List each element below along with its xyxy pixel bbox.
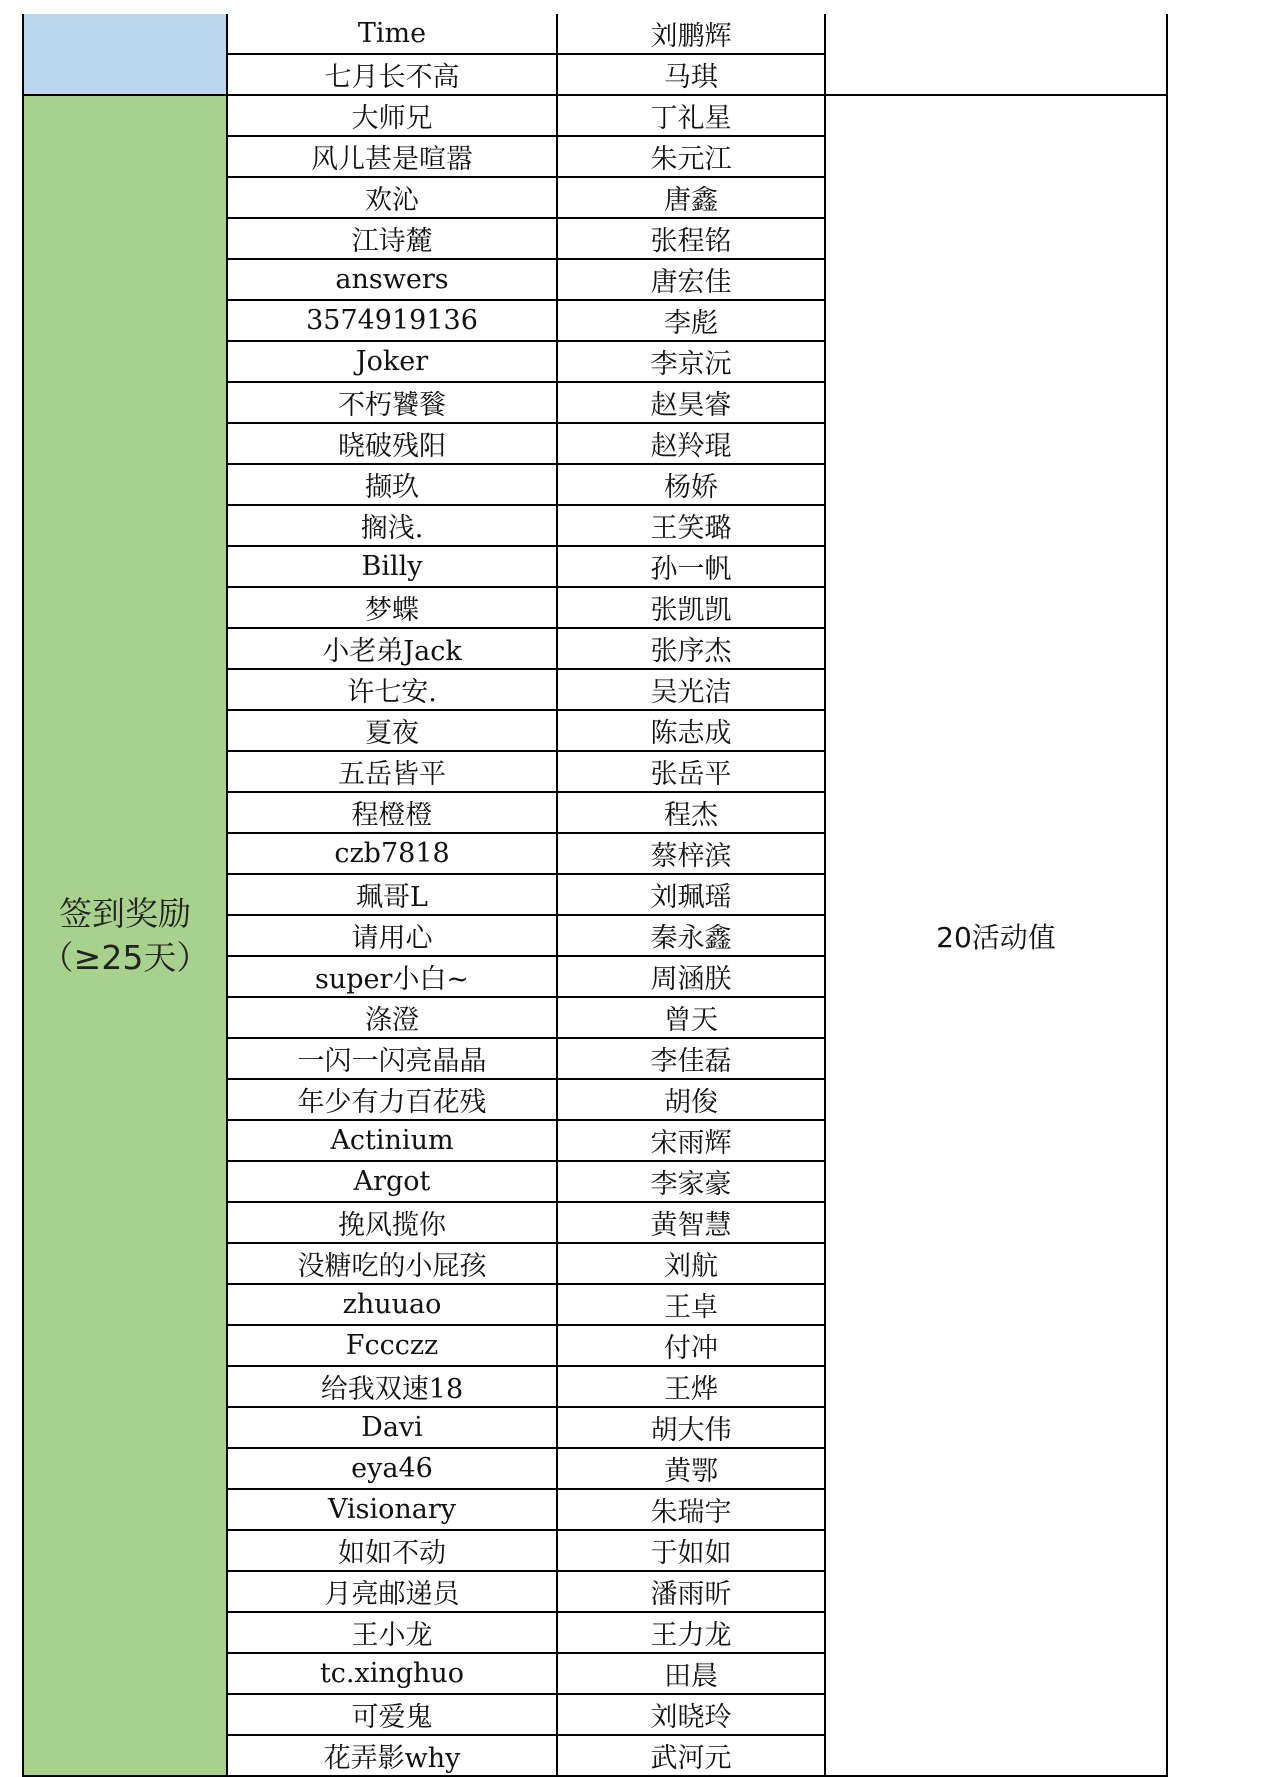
nickname-cell: 请用心 <box>227 915 557 956</box>
name-cell: 黄智慧 <box>557 1202 825 1243</box>
name-cell: 曾天 <box>557 997 825 1038</box>
name-cell: 张凯凯 <box>557 587 825 628</box>
nickname-cell: 没糖吃的小屁孩 <box>227 1243 557 1284</box>
nickname-cell: czb7818 <box>227 833 557 874</box>
reward-table-body <box>23 14 1167 1776</box>
name-cell: 张岳平 <box>557 751 825 792</box>
name-cell: 李京沅 <box>557 341 825 382</box>
nickname-cell: 大师兄 <box>227 95 557 136</box>
name-cell: 田晨 <box>557 1653 825 1694</box>
category-cell <box>23 95 227 1776</box>
name-cell: 潘雨昕 <box>557 1571 825 1612</box>
category-condition: （≥25天） <box>40 937 210 977</box>
name-cell: 赵昊睿 <box>557 382 825 423</box>
name-cell: 刘航 <box>557 1243 825 1284</box>
nickname-cell: 欢沁 <box>227 177 557 218</box>
name-cell: 宋雨辉 <box>557 1120 825 1161</box>
nickname-cell: 江诗麓 <box>227 218 557 259</box>
nickname-cell: Fccczz <box>227 1325 557 1366</box>
reward-table <box>22 14 1168 1777</box>
nickname-cell: 一闪一闪亮晶晶 <box>227 1038 557 1079</box>
nickname-cell: 可爱鬼 <box>227 1694 557 1735</box>
name-cell: 程杰 <box>557 792 825 833</box>
name-cell: 张序杰 <box>557 628 825 669</box>
nickname-cell: 风儿甚是喧嚣 <box>227 136 557 177</box>
nickname-cell: 梦蝶 <box>227 587 557 628</box>
table-row <box>23 95 1167 136</box>
reward-cell-previous <box>825 14 1167 95</box>
nickname-cell: answers <box>227 259 557 300</box>
name-cell: 赵羚琨 <box>557 423 825 464</box>
nickname-cell: 五岳皆平 <box>227 751 557 792</box>
reward-cell: 20活动值 <box>825 95 1167 1776</box>
name-cell: 朱元江 <box>557 136 825 177</box>
nickname-cell: 撷玖 <box>227 464 557 505</box>
nickname-cell: Visionary <box>227 1489 557 1530</box>
name-cell: 武河元 <box>557 1735 825 1776</box>
name-cell: 丁礼星 <box>557 95 825 136</box>
name-cell: 王卓 <box>557 1284 825 1325</box>
name-cell: 马琪 <box>557 54 825 95</box>
name-cell: 吴光洁 <box>557 669 825 710</box>
nickname-cell: 许七安. <box>227 669 557 710</box>
nickname-cell: tc.xinghuo <box>227 1653 557 1694</box>
name-cell: 朱瑞宇 <box>557 1489 825 1530</box>
nickname-cell: Argot <box>227 1161 557 1202</box>
name-cell: 黄鄂 <box>557 1448 825 1489</box>
name-cell: 孙一帆 <box>557 546 825 587</box>
nickname-cell: eya46 <box>227 1448 557 1489</box>
name-cell: 李家豪 <box>557 1161 825 1202</box>
nickname-cell: 王小龙 <box>227 1612 557 1653</box>
name-cell: 胡俊 <box>557 1079 825 1120</box>
name-cell: 李佳磊 <box>557 1038 825 1079</box>
nickname-cell: 小老弟Jack <box>227 628 557 669</box>
nickname-cell: Time <box>227 14 557 54</box>
name-cell: 唐鑫 <box>557 177 825 218</box>
table-row <box>23 14 1167 54</box>
name-cell: 刘晓玲 <box>557 1694 825 1735</box>
name-cell: 蔡梓滨 <box>557 833 825 874</box>
nickname-cell: 不朽饕餮 <box>227 382 557 423</box>
nickname-cell: 给我双速18 <box>227 1366 557 1407</box>
name-cell: 于如如 <box>557 1530 825 1571</box>
name-cell: 唐宏佳 <box>557 259 825 300</box>
name-cell: 秦永鑫 <box>557 915 825 956</box>
name-cell: 胡大伟 <box>557 1407 825 1448</box>
nickname-cell: 晓破残阳 <box>227 423 557 464</box>
name-cell: 陈志成 <box>557 710 825 751</box>
nickname-cell: 花弄影why <box>227 1735 557 1776</box>
category-label: 签到奖励 <box>59 893 191 933</box>
nickname-cell: 如如不动 <box>227 1530 557 1571</box>
nickname-cell: 七月长不高 <box>227 54 557 95</box>
nickname-cell: Joker <box>227 341 557 382</box>
name-cell: 王力龙 <box>557 1612 825 1653</box>
nickname-cell: 程橙橙 <box>227 792 557 833</box>
name-cell: 付冲 <box>557 1325 825 1366</box>
name-cell: 王烨 <box>557 1366 825 1407</box>
nickname-cell: 珮哥L <box>227 874 557 915</box>
category-cell-previous <box>23 14 227 95</box>
name-cell: 王笑璐 <box>557 505 825 546</box>
nickname-cell: 夏夜 <box>227 710 557 751</box>
nickname-cell: 搁浅. <box>227 505 557 546</box>
nickname-cell: Actinium <box>227 1120 557 1161</box>
nickname-cell: zhuuao <box>227 1284 557 1325</box>
nickname-cell: 3574919136 <box>227 300 557 341</box>
name-cell: 刘鹏辉 <box>557 14 825 54</box>
nickname-cell: Davi <box>227 1407 557 1448</box>
name-cell: 李彪 <box>557 300 825 341</box>
name-cell: 杨娇 <box>557 464 825 505</box>
name-cell: 周涵朕 <box>557 956 825 997</box>
nickname-cell: 月亮邮递员 <box>227 1571 557 1612</box>
name-cell: 刘珮瑶 <box>557 874 825 915</box>
nickname-cell: 涤澄 <box>227 997 557 1038</box>
nickname-cell: 挽风揽你 <box>227 1202 557 1243</box>
name-cell: 张程铭 <box>557 218 825 259</box>
nickname-cell: 年少有力百花残 <box>227 1079 557 1120</box>
nickname-cell: Billy <box>227 546 557 587</box>
nickname-cell: super小白~ <box>227 956 557 997</box>
